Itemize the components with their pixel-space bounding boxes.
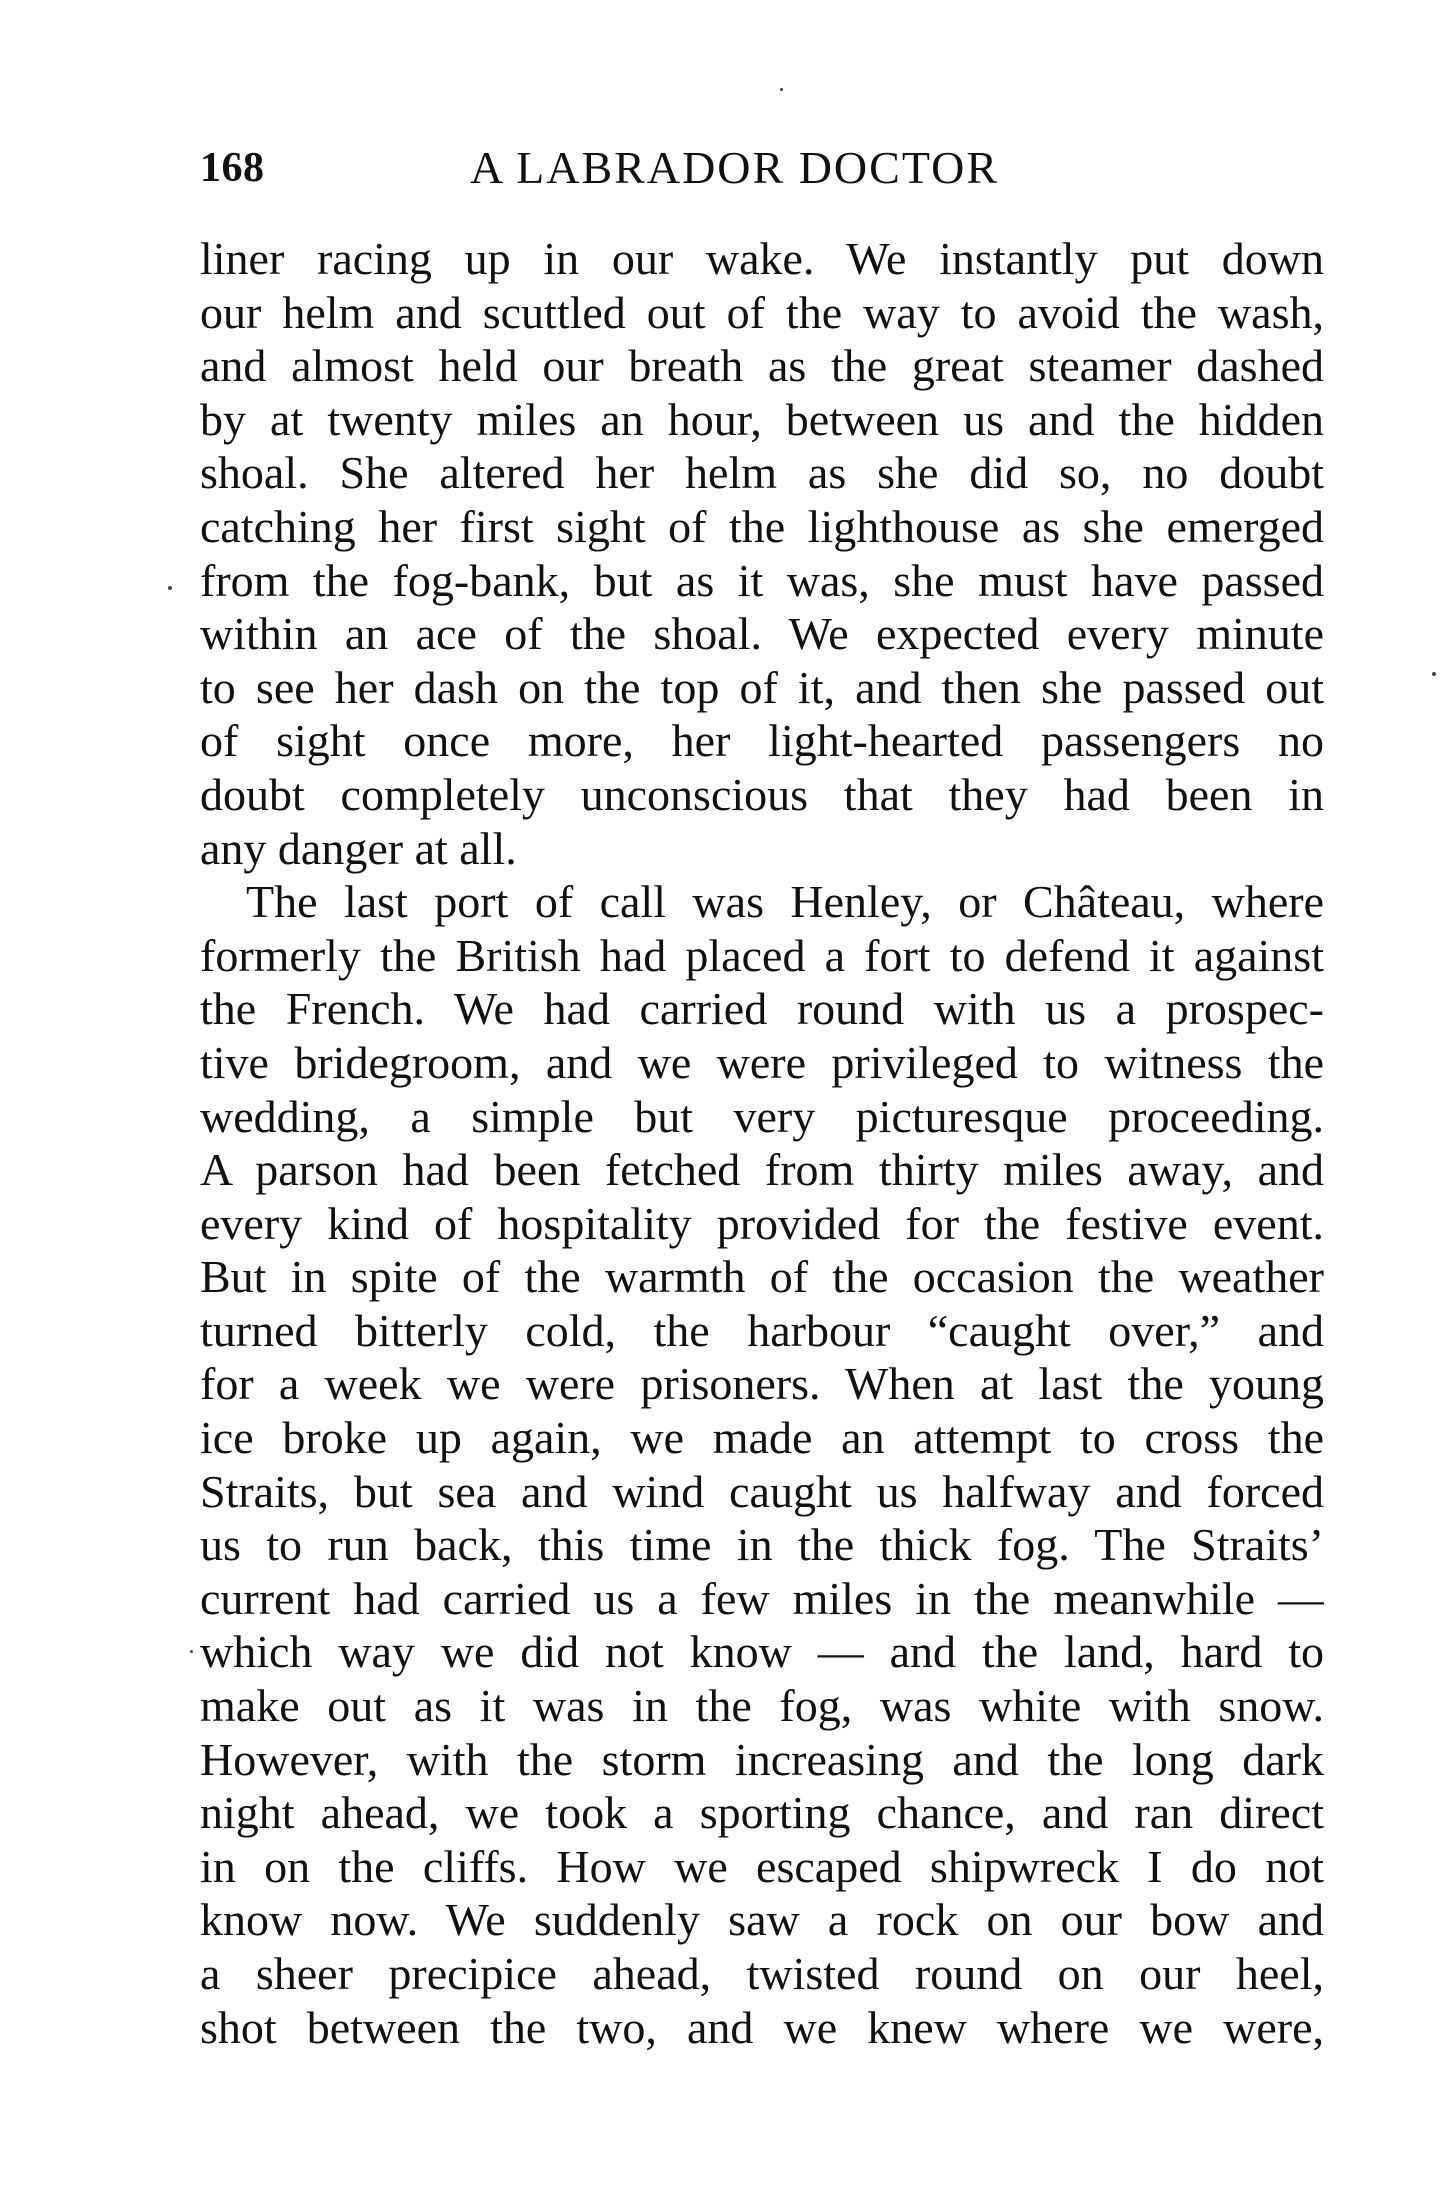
text-line: wedding, a simple but very picturesque proceeding. (200, 1090, 1324, 1142)
text-line: every kind of hospitality provided for the festive event. (200, 1197, 1324, 1249)
scan-speck (190, 1650, 193, 1653)
text-line: know now. We suddenly saw a rock on our bow and (200, 1894, 1324, 1946)
text-line: tive bridegroom, and we were privileged to witness the (200, 1036, 1324, 1088)
text-line: any danger at all. (200, 822, 517, 874)
text-line: make out as it was in the fog, was white with snow. (200, 1680, 1324, 1732)
text-line: A parson had been fetched from thirty miles away, and (200, 1144, 1324, 1196)
page-number: 168 (200, 145, 265, 191)
text-line: Straits, but sea and wind caught us halfway and forced (200, 1465, 1324, 1517)
text-line: our helm and scuttled out of the way to avoid the wash, (200, 286, 1324, 338)
text-line: catching her first sight of the lighthouse as she emerged (200, 500, 1324, 552)
text-line: However, with the storm increasing and the long dark (200, 1733, 1324, 1785)
text-line: the French. We had carried round with us a prospec- (200, 983, 1324, 1035)
text-line: which way we did not know — and the land, hard to (200, 1626, 1324, 1678)
scan-speck (780, 88, 783, 91)
text-line: night ahead, we took a sporting chance, and ran direct (200, 1787, 1324, 1839)
text-line: within an ace of the shoal. We expected every minute (200, 608, 1324, 660)
text-line: liner racing up in our wake. We instantly put down (200, 233, 1324, 284)
running-title: A LABRADOR DOCTOR (470, 142, 999, 193)
text-line: ice broke up again, we made an attempt to cross the (200, 1412, 1324, 1464)
text-line: and almost held our breath as the great steamer dashed (200, 340, 1324, 392)
text-line: a sheer precipice ahead, twisted round on our heel, (200, 1948, 1324, 1999)
text-line: current had carried us a few miles in the meanwhile — (200, 1572, 1324, 1624)
text-line: of sight once more, her light-hearted passengers no (200, 715, 1324, 767)
text-line: from the fog-bank, but as it was, she must have passed (200, 554, 1324, 606)
text-line: in on the cliffs. How we escaped shipwreck I do not (200, 1840, 1324, 1892)
body-text (200, 232, 1324, 2054)
text-line: by at twenty miles an hour, between us and the hidden (200, 393, 1324, 445)
text-line: The last port of call was Henley, or Château, where (246, 876, 1324, 928)
text-line: But in spite of the warmth of the occasion the weather (200, 1251, 1324, 1303)
text-line: shoal. She altered her helm as she did so, no doubt (200, 447, 1324, 499)
text-line: doubt completely unconscious that they had been in (200, 768, 1324, 820)
text-line: us to run back, this time in the thick fog. The Straits’ (200, 1519, 1324, 1571)
page-header (200, 138, 1330, 198)
text-line: turned bitterly cold, the harbour “caught over,” and (200, 1304, 1324, 1356)
scan-speck (1432, 672, 1436, 676)
text-line: for a week we were prisoners. When at last the young (200, 1358, 1324, 1410)
text-line: shot between the two, and we knew where we were, (200, 2001, 1324, 2053)
scan-speck (168, 586, 172, 590)
text-line: formerly the British had placed a fort to defend it against (200, 929, 1324, 981)
text-line: to see her dash on the top of it, and then she passed out (200, 661, 1324, 713)
